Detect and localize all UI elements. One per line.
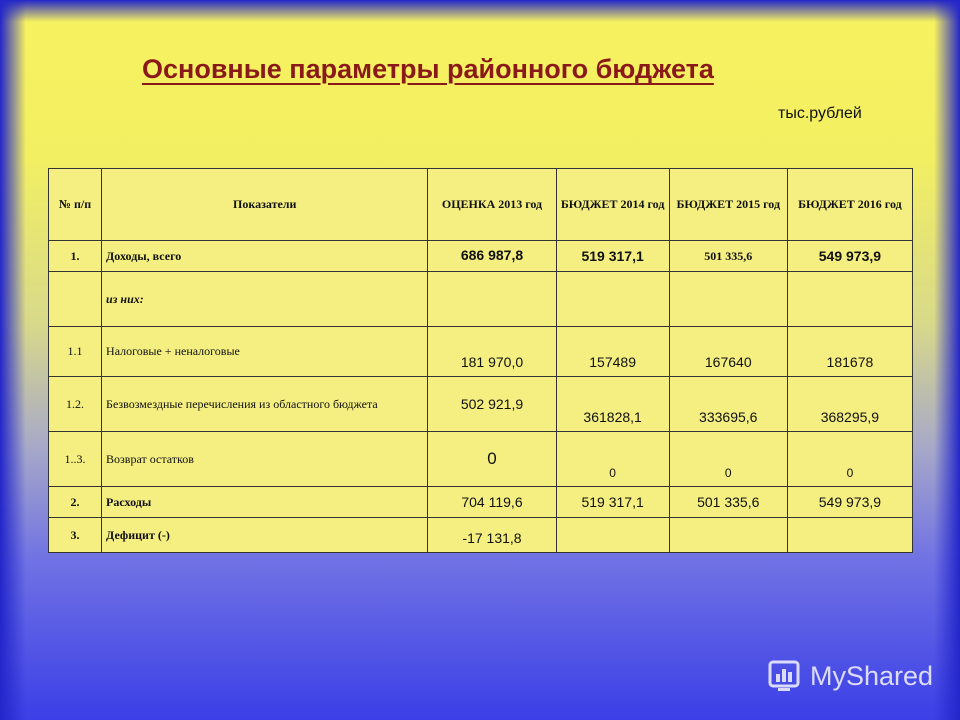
cell-c2 <box>556 518 669 553</box>
cell-c2 <box>556 272 669 327</box>
cell-c4 <box>787 272 912 327</box>
header-indicator: Показатели <box>102 169 428 241</box>
cell-c4 <box>787 518 912 553</box>
cell-c2: 361828,1 <box>556 377 669 432</box>
cell-c1: 704 119,6 <box>428 487 556 518</box>
cell-c1: -17 131,8 <box>428 518 556 553</box>
header-c3: БЮДЖЕТ 2015 год <box>669 169 787 241</box>
cell-c1: 181 970,0 <box>428 327 556 377</box>
table-row <box>49 241 913 272</box>
row-label: Доходы, всего <box>102 241 428 272</box>
slide-title: Основные параметры районного бюджета <box>142 54 714 84</box>
cell-c1: 0 <box>428 432 556 487</box>
cell-c3: 167640 <box>669 327 787 377</box>
row-num: 3. <box>49 518 102 553</box>
row-label: Налоговые + неналоговые <box>102 327 428 377</box>
cell-c3: 0 <box>669 432 787 487</box>
cell-c2: 0 <box>556 432 669 487</box>
header-c4: БЮДЖЕТ 2016 год <box>787 169 912 241</box>
row-num: 1..3. <box>49 432 102 487</box>
cell-c3 <box>669 518 787 553</box>
cell-c4: 549 973,9 <box>787 241 912 272</box>
cell-c3 <box>669 272 787 327</box>
table-row <box>49 377 913 432</box>
row-label: Дефицит (-) <box>102 518 428 553</box>
header-row <box>49 169 913 241</box>
chart-logo-icon <box>768 658 804 694</box>
table-row <box>49 327 913 377</box>
units-label: тыс.рублей <box>778 105 862 122</box>
row-num: 1.1 <box>49 327 102 377</box>
budget-table <box>48 168 913 553</box>
row-num: 1. <box>49 241 102 272</box>
row-label: Возврат остатков <box>102 432 428 487</box>
header-num: № п/п <box>49 169 102 241</box>
cell-c2: 519 317,1 <box>556 241 669 272</box>
table-row <box>49 518 913 553</box>
row-num <box>49 272 102 327</box>
row-label: Безвозмездные перечисления из областного бюджета <box>102 377 428 432</box>
row-label: Расходы <box>102 487 428 518</box>
cell-c3: 333695,6 <box>669 377 787 432</box>
table-row <box>49 272 913 327</box>
row-num: 2. <box>49 487 102 518</box>
cell-c1 <box>428 272 556 327</box>
cell-c4: 0 <box>787 432 912 487</box>
cell-c4: 368295,9 <box>787 377 912 432</box>
cell-c3: 501 335,6 <box>669 241 787 272</box>
header-c1: ОЦЕНКА 2013 год <box>428 169 556 241</box>
cell-c1: 502 921,9 <box>428 377 556 432</box>
header-c2: БЮДЖЕТ 2014 год <box>556 169 669 241</box>
row-label: из них: <box>102 272 428 327</box>
table-row <box>49 487 913 518</box>
cell-c2: 157489 <box>556 327 669 377</box>
watermark-text: MyShared <box>810 660 934 691</box>
cell-c1: 686 987,8 <box>428 241 556 272</box>
cell-c3: 501 335,6 <box>669 487 787 518</box>
cell-c2: 519 317,1 <box>556 487 669 518</box>
cell-c4: 181678 <box>787 327 912 377</box>
table-row <box>49 432 913 487</box>
row-num: 1.2. <box>49 377 102 432</box>
watermark <box>768 654 948 698</box>
cell-c4: 549 973,9 <box>787 487 912 518</box>
